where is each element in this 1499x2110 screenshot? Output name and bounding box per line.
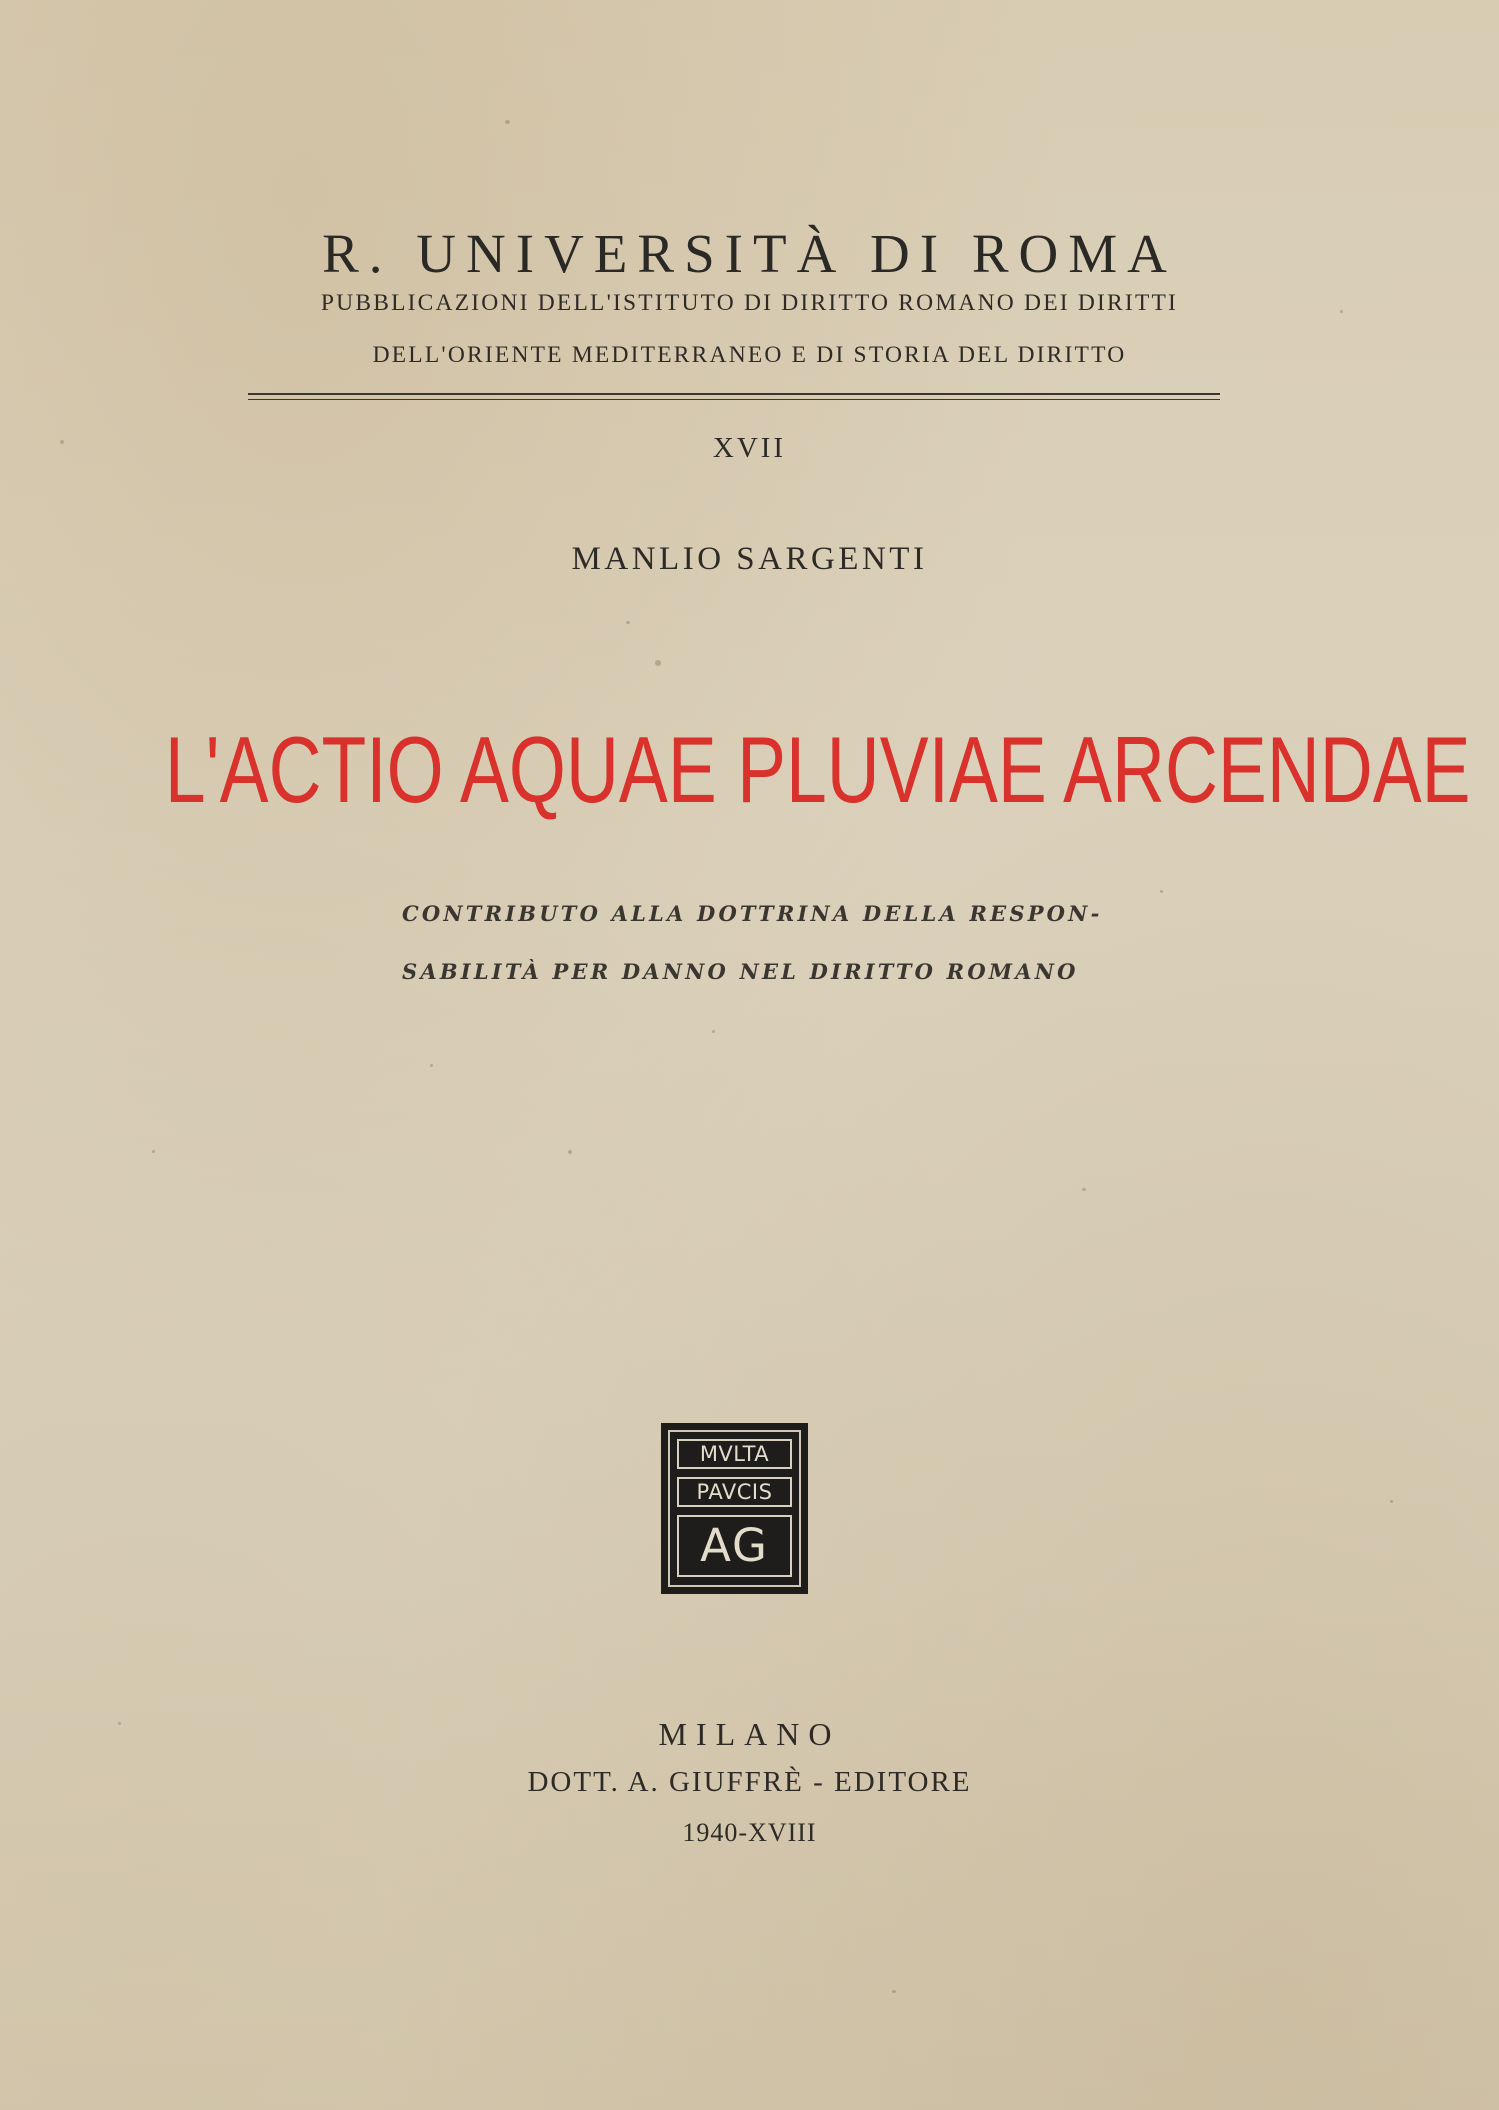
volume-number: XVII (712, 432, 787, 464)
series-title-line-2: DELL'ORIENTE MEDITERRANEO E DI STORIA DEL DIRITTO (372, 342, 1127, 368)
double-rule-divider (248, 393, 1220, 400)
logo-motto-word-1: MVLTA (677, 1439, 792, 1469)
logo-monogram: AG (677, 1515, 792, 1577)
publisher-logo-icon (661, 1423, 808, 1594)
logo-motto-word-2: PAVCIS (677, 1477, 792, 1507)
imprint-city: MILANO (658, 1716, 841, 1752)
imprint-year: 1940-XVIII (682, 1818, 817, 1847)
book-title: L'ACTIO AQUAE PLUVIAE ARCENDAE (164, 717, 1471, 822)
series-title-line-1: PUBBLICAZIONI DELL'ISTITUTO DI DIRITTO ROMANO DEI DIRITTI (320, 290, 1179, 316)
subtitle-line-2: SABILITÀ PER DANNO NEL DIRITTO ROMANO (402, 959, 1079, 984)
author-name: MANLIO SARGENTI (571, 541, 928, 577)
university-name: R. UNIVERSITÀ DI ROMA (322, 223, 1177, 284)
imprint-publisher: DOTT. A. GIUFFRÈ - EDITORE (527, 1766, 972, 1798)
subtitle-line-1: CONTRIBUTO ALLA DOTTRINA DELLA RESPON- (402, 901, 1103, 926)
